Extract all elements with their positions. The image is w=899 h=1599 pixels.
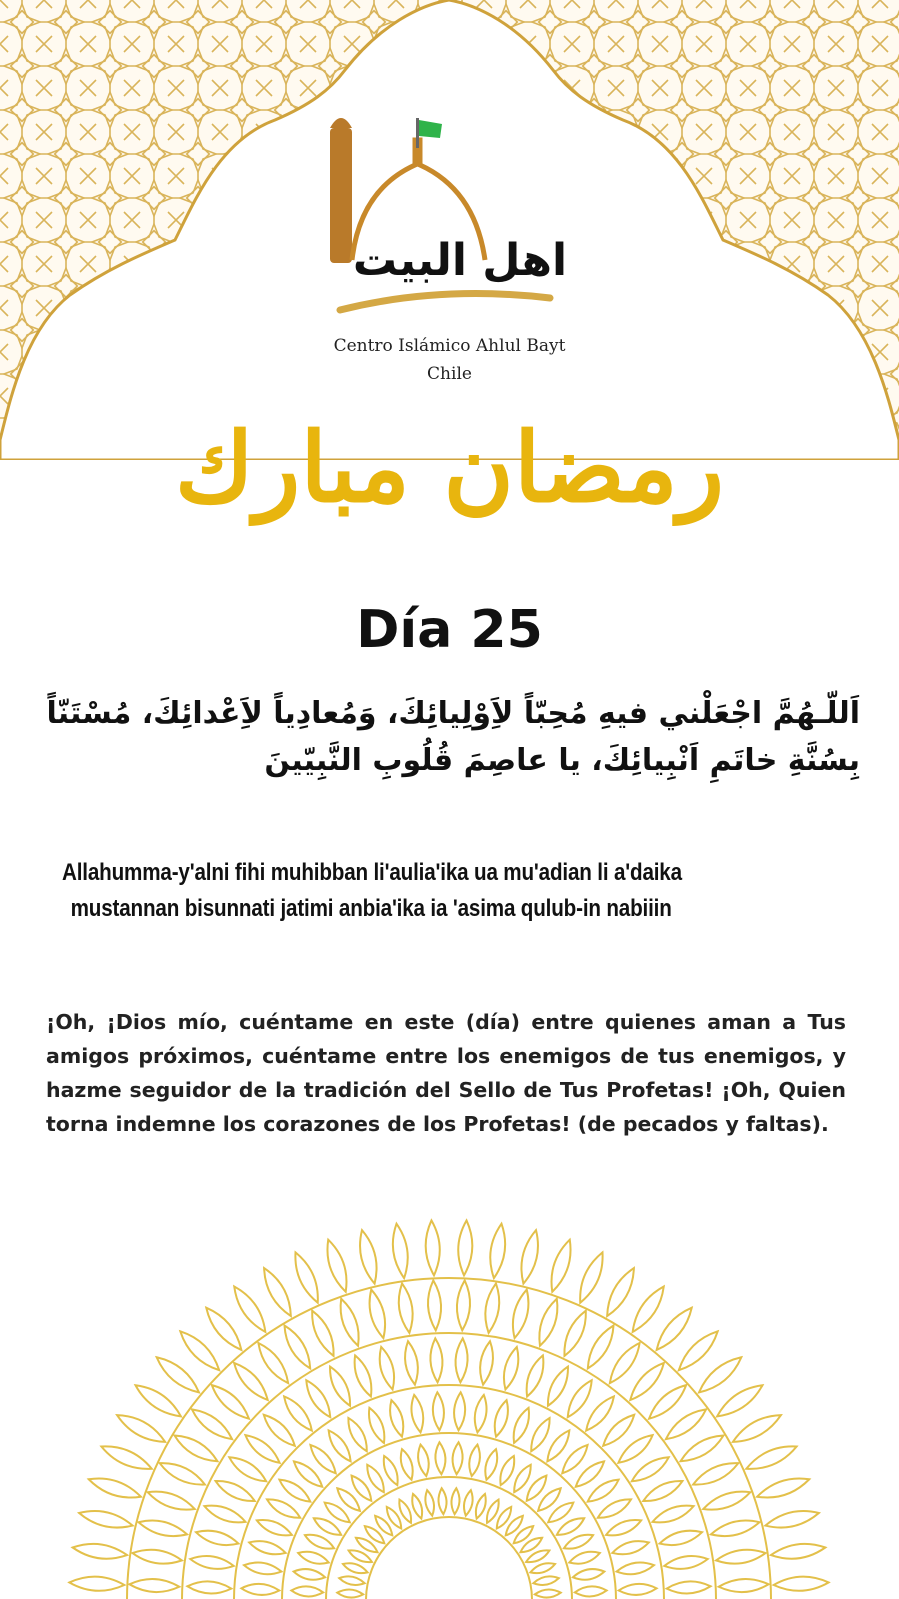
- mandala-petal: [117, 1415, 165, 1442]
- mandala-petal: [716, 1550, 765, 1564]
- mandala-petal: [733, 1415, 781, 1442]
- mandala-petal: [619, 1584, 657, 1595]
- mandala-petal: [89, 1478, 141, 1497]
- mandala-petal: [666, 1409, 706, 1439]
- mandala-petal: [657, 1308, 692, 1350]
- mandala-petal: [521, 1230, 538, 1284]
- mandala-petal: [148, 1492, 195, 1510]
- mandala-petal: [495, 1400, 508, 1437]
- mandala-petal: [435, 1442, 445, 1474]
- mandala-petal: [598, 1499, 631, 1517]
- mandala-petal: [564, 1535, 593, 1549]
- mandala-petal: [487, 1500, 499, 1523]
- mandala-petal: [693, 1463, 738, 1484]
- mandala-petal: [711, 1521, 760, 1537]
- mandala-petal: [618, 1435, 652, 1463]
- mandala-petal: [337, 1589, 363, 1597]
- mandala-petal: [580, 1252, 602, 1302]
- mandala-petal: [653, 1506, 694, 1523]
- mandala-petal: [418, 1445, 429, 1476]
- mandala-petal: [79, 1511, 133, 1528]
- mandala-petal: [355, 1355, 372, 1396]
- mandala-petal: [719, 1579, 769, 1592]
- mandala-petal: [514, 1408, 529, 1443]
- dua-arabic-text: اَللّـهُمَّ اجْعَلْني فيهِ مُحِبّاً لاَِوْلِيائِكَ، وَمُعادِياً لاَِعْدائِكَ، مُسْتَنّاً بِسُنَّةِ خاتَمِ اَنْبِيائِكَ، يا عاصِمَ قُلُوبِ النَّبِيّينَ: [46, 696, 860, 778]
- mandala-petal: [557, 1518, 584, 1535]
- mandala-petal: [384, 1456, 398, 1485]
- mandala-petal: [588, 1326, 614, 1369]
- mandala-petal: [774, 1577, 829, 1591]
- mandala-petal: [69, 1577, 124, 1591]
- mandala-petal: [667, 1581, 711, 1593]
- mandala-petal: [294, 1569, 325, 1580]
- mandala-petal: [703, 1492, 750, 1510]
- mandala-petal: [610, 1343, 640, 1383]
- mandala-petal: [606, 1520, 641, 1535]
- mandala-petal: [757, 1478, 809, 1497]
- mandala-petal: [617, 1562, 654, 1574]
- mandala-petal: [267, 1499, 300, 1517]
- ramadan-mubarak-calligraphy: رمضان مبارك: [174, 411, 725, 524]
- mandala-petal: [679, 1331, 718, 1370]
- mandala-petal: [380, 1347, 394, 1390]
- mandala-petal: [399, 1500, 411, 1523]
- mandala-petal: [196, 1531, 239, 1545]
- mandala-petal: [531, 1418, 549, 1451]
- mandala-petal: [771, 1544, 825, 1559]
- mandala-petal: [681, 1435, 724, 1461]
- mandala-petal: [527, 1355, 544, 1396]
- mandala-petal: [393, 1224, 408, 1278]
- mandala-petal: [264, 1268, 291, 1316]
- mandala-petal: [504, 1347, 518, 1390]
- mandala-petal: [562, 1445, 587, 1473]
- mandala-petal: [258, 1343, 288, 1383]
- mandala-petal: [234, 1287, 265, 1332]
- mandala-petal: [469, 1445, 480, 1476]
- mandala-petal: [370, 1290, 386, 1339]
- mandala-petal: [425, 1490, 434, 1516]
- mandala-petal: [568, 1380, 592, 1417]
- mandala-petal: [513, 1290, 529, 1339]
- mandala-petal: [325, 1503, 350, 1523]
- mandala-ring: [234, 1385, 664, 1599]
- mandala-petal: [526, 1550, 549, 1562]
- mandala-petal: [405, 1341, 418, 1384]
- mandala-petal: [588, 1480, 619, 1502]
- mandala-petal: [485, 1449, 497, 1480]
- mandala-petal: [664, 1556, 707, 1569]
- mandala-petal: [533, 1576, 559, 1585]
- mandala-petal: [458, 1220, 472, 1275]
- mandala-petal: [234, 1363, 268, 1400]
- mandala-petal: [101, 1446, 151, 1468]
- dua-transliteration: [62, 855, 750, 927]
- mandala-petal: [412, 1494, 422, 1519]
- mandala-decoration: [0, 1180, 899, 1599]
- mandala-petal: [157, 1357, 199, 1392]
- mandala-petal: [329, 1430, 351, 1461]
- mandala-petal: [453, 1442, 463, 1474]
- mandala-petal: [612, 1541, 649, 1554]
- mandala-petal: [603, 1415, 634, 1446]
- mandala-petal: [348, 1418, 366, 1451]
- mandala-petal: [264, 1415, 295, 1446]
- mandala-petal: [552, 1240, 571, 1292]
- mandala-petal: [433, 1392, 444, 1430]
- mandala-petal: [339, 1576, 365, 1585]
- mandala-petal: [527, 1476, 547, 1501]
- mandala-petal: [535, 1589, 561, 1597]
- mandala-petal: [575, 1586, 607, 1596]
- mandala-petal: [699, 1357, 741, 1392]
- mandala-petal: [212, 1385, 249, 1419]
- mandala-petal: [765, 1511, 819, 1528]
- mandala-ring: [127, 1278, 771, 1599]
- mandala-petal: [428, 1280, 441, 1330]
- mandala-petal: [284, 1396, 312, 1430]
- mandala-petal: [314, 1518, 341, 1535]
- mandala-petal: [279, 1480, 310, 1502]
- mandala-petal: [480, 1341, 493, 1384]
- mandala-petal: [306, 1380, 330, 1417]
- mandala-petal: [530, 1563, 555, 1573]
- mandala-petal: [249, 1541, 286, 1554]
- mandala-petal: [539, 1299, 557, 1346]
- mandala-petal: [244, 1562, 281, 1574]
- mandala-petal: [632, 1457, 669, 1481]
- organization-name: Centro Islámico Ahlul Bayt: [333, 336, 566, 356]
- mandala-petal: [241, 1584, 279, 1595]
- mandala-petal: [310, 1445, 335, 1473]
- mandala-petal: [660, 1531, 703, 1545]
- mandala-petal: [548, 1367, 568, 1406]
- mandala-petal: [649, 1385, 686, 1419]
- mandala-petal: [367, 1465, 384, 1492]
- mandala-petal: [490, 1224, 505, 1278]
- mandala-petal: [180, 1331, 219, 1370]
- mandala-petal: [190, 1556, 233, 1569]
- mandala-petal: [476, 1494, 486, 1519]
- mandala-petal: [411, 1395, 423, 1432]
- mandala-petal: [295, 1252, 317, 1302]
- mandala-petal: [369, 1408, 384, 1443]
- mandala-petal: [514, 1465, 531, 1492]
- mandala-petal: [717, 1385, 762, 1416]
- mandala-petal: [607, 1268, 634, 1316]
- ahlul-bayt-logo: [320, 110, 580, 320]
- mandala-petal: [390, 1400, 403, 1437]
- mandala-ring: [182, 1333, 716, 1599]
- mandala-petal: [349, 1550, 372, 1562]
- mandala-petal: [305, 1535, 334, 1549]
- mandala-petal: [360, 1230, 377, 1284]
- mandala-petal: [327, 1240, 346, 1292]
- mandala-petal: [284, 1326, 310, 1369]
- mandala-petal: [633, 1287, 664, 1332]
- mandala-petal: [500, 1456, 514, 1485]
- mandala-petal: [343, 1563, 368, 1573]
- mandala-petal: [548, 1503, 573, 1523]
- mandala-petal: [426, 1220, 440, 1275]
- mandala-petal: [456, 1338, 468, 1382]
- mandala-petal: [573, 1569, 604, 1580]
- mandala-petal: [136, 1385, 181, 1416]
- logo-arabic-text: اهل البيت: [352, 235, 568, 286]
- mandala-petal: [451, 1488, 459, 1514]
- mandala-petal: [464, 1490, 473, 1516]
- mandala-petal: [454, 1392, 465, 1430]
- mandala-petal: [576, 1461, 604, 1486]
- mandala-petal: [229, 1457, 266, 1481]
- mandala-petal: [192, 1409, 232, 1439]
- mandala-petal: [73, 1544, 127, 1559]
- mandala-petal: [330, 1367, 350, 1406]
- mandala-petal: [485, 1283, 499, 1332]
- mandala-petal: [139, 1521, 188, 1537]
- mandala-petal: [160, 1463, 205, 1484]
- mandala-petal: [569, 1552, 600, 1564]
- mandala-petal: [291, 1586, 323, 1596]
- mandala-petal: [312, 1311, 333, 1356]
- mandala-petal: [132, 1550, 181, 1564]
- transliteration-line-2: mustannan bisunnati jatimi anbia'ika ia 'asima qulub-in nabiiin: [70, 895, 672, 922]
- mandala-petal: [216, 1481, 255, 1501]
- mandala-petal: [294, 1461, 322, 1486]
- mandala-petal: [630, 1363, 664, 1400]
- mandala-petal: [457, 1280, 470, 1330]
- mandala-petal: [430, 1338, 442, 1382]
- mandala-petal: [245, 1435, 279, 1463]
- mandala-petal: [401, 1449, 413, 1480]
- mandala-petal: [399, 1283, 413, 1332]
- transliteration-line-1: Allahumma-y'alni fihi muhibban li'aulia'ika ua mu'adian li a'daika: [62, 859, 682, 886]
- mandala-petal: [298, 1552, 329, 1564]
- mandala-petal: [187, 1581, 231, 1593]
- mandala-petal: [643, 1481, 682, 1501]
- mandala-petal: [564, 1311, 585, 1356]
- mandala-petal: [475, 1395, 487, 1432]
- mandala-petal: [438, 1488, 446, 1514]
- mandala-petal: [586, 1396, 614, 1430]
- mandala-petal: [547, 1430, 569, 1461]
- organization-country: Chile: [427, 364, 472, 384]
- mandala-petal: [175, 1435, 218, 1461]
- dua-spanish-translation: ¡Oh, ¡Dios mío, cuéntame en este (día) entre quienes aman a Tus amigos próximos, cuéntame entre los enemigos de tus enemigos, y hazme seguidor de la tradición del Sello de Tus Profetas! ¡Oh, Quien torna indemne los corazones de los Profetas! (de pecados y faltas).: [46, 1010, 846, 1136]
- mandala-petal: [206, 1308, 241, 1350]
- mandala-petal: [129, 1579, 179, 1592]
- mandala-petal: [257, 1520, 292, 1535]
- day-title: Día 25: [356, 600, 543, 660]
- mandala-petal: [341, 1299, 359, 1346]
- mandala-petal: [352, 1476, 372, 1501]
- mandala-petal: [746, 1446, 796, 1468]
- mandala-petal: [204, 1506, 245, 1523]
